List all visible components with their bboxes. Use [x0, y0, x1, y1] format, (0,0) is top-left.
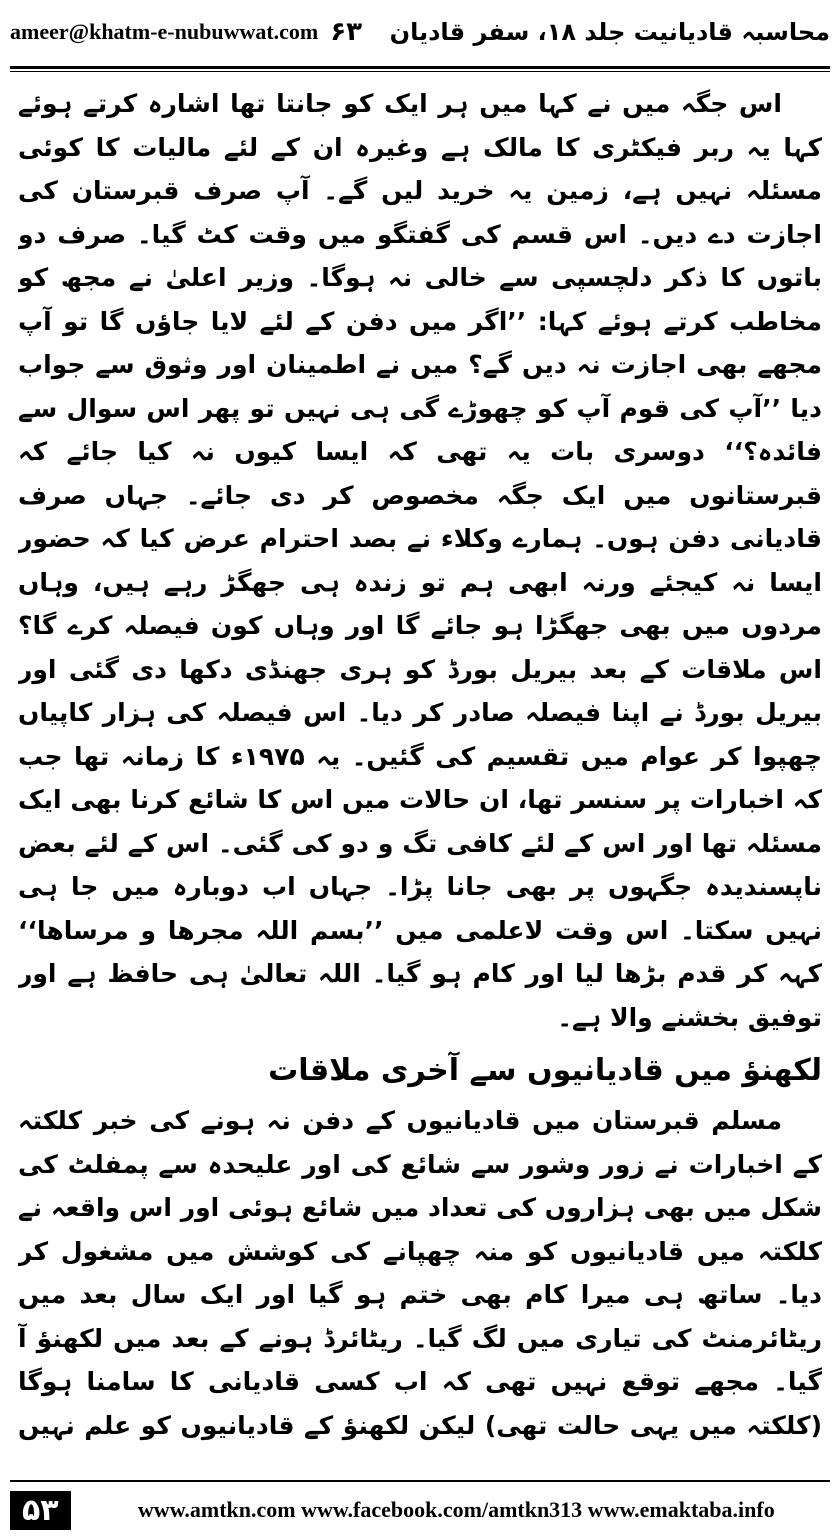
- header-email: ameer@khatm-e-nubuwwat.com: [10, 19, 319, 44]
- header-divider-thin: [10, 71, 830, 72]
- section-heading: لکھنؤ میں قادیانیوں سے آخری ملاقات: [268, 1053, 822, 1088]
- header-page-number: ۶۳: [330, 17, 363, 47]
- body-paragraph-1: اس جگہ میں نے کہا میں ہر ایک کو جانتا تھا اشارہ کرتے ہوئے کہا یہ ربر فیکٹری کا مالک ہے وغیرہ ان کے لئے مالیات کا کوئی مسئلہ نہیں ہے، زمین یہ خرید لیں گے۔ آپ صرف قبرستان کی اجازت دے دیں۔ اس قسم کی گفتگو میں وقت کٹ گیا۔ صرف دو باتوں کا ذکر دلچسپی سے خالی نہ ہوگا۔ وزیر اعلیٰ نے مجھ کو مخاطب کرتے ہوئے کہا: ’’اگر میں دفن کے لئے لایا جاؤں گا تو آپ مجھے بھی اجازت نہ دیں گے؟ میں نے اطمینان اور وثوق سے جواب دیا ’’آپ کی قوم آپ کو چھوڑے گی ہی نہیں تو پھر اس سوال سے فائدہ؟‘‘ دوسری بات یہ تھی کہ ایسا کیوں نہ کیا جائے کہ قبرستانوں میں ایک جگہ مخصوص کر دی جائے۔ جہاں صرف قادیانی دفن ہوں۔ ہمارے وکلاء نے بصد احترام عرض کیا کہ حضور ایسا نہ کیجئے ورنہ ابھی ہم تو زندہ ہی جھگڑ رہے ہیں، وہاں مردوں میں بھی جھگڑا ہو جائے گا اور وہاں کون فیصلہ کرے گا؟ اس ملاقات کے بعد بیریل بورڈ کو ہری جھنڈی دکھا دی گئی اور بیریل بورڈ نے اپنا فیصلہ صادر کر دیا۔ اس فیصلہ کی ہزار کاپیاں چھپوا کر عوام میں تقسیم کی گئیں۔ یہ ۱۹۷۵ء کا زمانہ تھا جب کہ اخبارات پر سنسر تھا، ان حالات میں اس کا شائع کرنا بھی ایک مسئلہ تھا اور اس کے لئے کافی تگ و دو کی گئی۔ اس کے لئے بعض ناپسندیدہ جگہوں پر بھی جانا پڑا۔ جہاں اب دوبارہ میں جا ہی نہیں سکتا۔ اس وقت لاعلمی میں ’’بسم اللہ مجرھا و مرساھا‘‘ کہہ کر قدم بڑھا لیا اور کام ہو گیا۔ اللہ تعالیٰ ہی حافظ ہے اور توفیق بخشنے والا ہے۔: [18, 89, 822, 1032]
- body-paragraph-2: مسلم قبرستان میں قادیانیوں کے دفن نہ ہونے کی خبر کلکتہ کے اخبارات نے زور وشور سے شائع کی اور علیحدہ سے پمفلٹ کی شکل میں بھی ہزاروں کی تعداد میں شائع ہوئی اور اس واقعہ نے کلکتہ میں قادیانیوں کو منہ چھپانے کی کوشش میں مشغول کر دیا۔ ساتھ ہی میرا کام بھی ختم ہو گیا اور ایک سال بعد میں ریٹائرمنٹ کی تیاری میں لگ گیا۔ ریٹائرڈ ہونے کے بعد میں لکھنؤ آ گیا۔ مجھے توقع نہیں تھی کہ اب کسی قادیانی کا سامنا ہوگا (کلکتہ میں یہی حالت تھی) لیکن لکھنؤ کے قادیانیوں کو علم نہیں: [18, 1106, 822, 1440]
- header-title: محاسبہ قادیانیت جلد ۱۸، سفر قادیان: [389, 18, 830, 46]
- header-divider: [10, 66, 830, 69]
- page-header: [10, 0, 830, 64]
- footer-page-number: ۵۳: [10, 1491, 71, 1530]
- footer-divider: [10, 1480, 830, 1482]
- footer-links: www.amtkn.com www.facebook.com/amtkn313 www.emaktaba.info: [137, 1497, 775, 1522]
- page-footer: [10, 1486, 830, 1534]
- page-body: [18, 82, 822, 1452]
